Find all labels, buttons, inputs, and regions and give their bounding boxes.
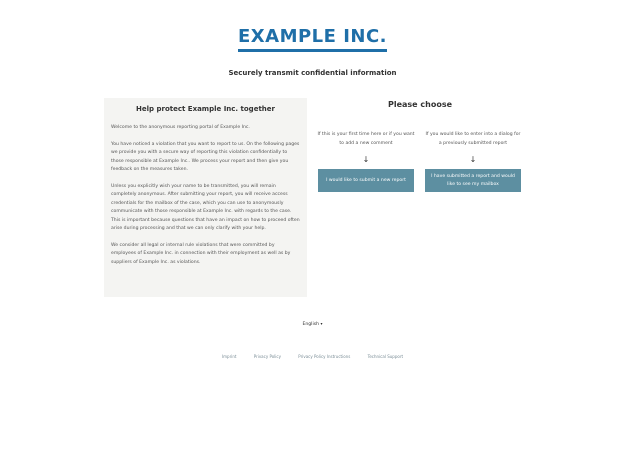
page-tagline: Securely transmit confidential information	[228, 69, 397, 77]
view-mailbox-button[interactable]: I have submitted a report and would like to see my mailbox	[425, 169, 521, 192]
option-new-report-text: If this is your first time here or if you want to add a new comment	[317, 132, 415, 146]
intro-paragraph-violations: We consider all legal or internal rule violations that were committed by employees of Example Inc. in connection with their employment as well as by suppliers of Example Inc. as violations.	[111, 242, 291, 265]
option-mailbox	[424, 130, 522, 192]
company-logo[interactable]	[0, 26, 625, 52]
submit-new-report-button[interactable]: I would like to submit a new report	[318, 169, 414, 192]
language-selector[interactable]	[0, 321, 625, 327]
arrow-down-icon: ↓	[362, 155, 370, 164]
footer-link-technical-support[interactable]: Technical Support	[367, 354, 404, 359]
footer-links	[0, 354, 625, 359]
footer-link-privacy-instructions[interactable]: Privacy Policy Instructions	[298, 354, 351, 359]
option-mailbox-text: If you would like to enter into a dialog for a previously submitted report	[425, 132, 521, 146]
language-selected: English	[302, 322, 320, 327]
intro-paragraph-process: You have noticed a violation that you want to report to us. On the following pages we provide you with a secure way of reporting this violation confidentially to those responsible at Example Inc.. We process your report and then give you feedback on the measures taken.	[111, 141, 300, 172]
intro-panel	[104, 98, 307, 297]
arrow-down-icon: ↓	[469, 155, 477, 164]
option-new-report	[317, 130, 415, 192]
intro-paragraph-anonymity: Unless you explicitly wish your name to be transmitted, you will remain completely anonymous. After submitting your report, you will receive access credentials for the mailbox of the case, which you can use to anonymously communicate with those responsible at Example Inc. with regards to the case. This is important because questions that have an impact on how to proceed often arise during processing and that we can only clarify with your help.	[111, 183, 300, 231]
footer-link-imprint[interactable]: Imprint	[221, 354, 237, 359]
footer-link-privacy-policy[interactable]: Privacy Policy	[253, 354, 281, 359]
intro-title: Help protect Example Inc. together	[136, 105, 275, 113]
choose-title: Please choose	[387, 100, 453, 109]
intro-paragraph-welcome: Welcome to the anonymous reporting portal of Example Inc.	[111, 125, 250, 130]
logo-text: EXAMPLE INC.	[238, 26, 387, 52]
caret-down-icon: ▾	[320, 321, 323, 326]
